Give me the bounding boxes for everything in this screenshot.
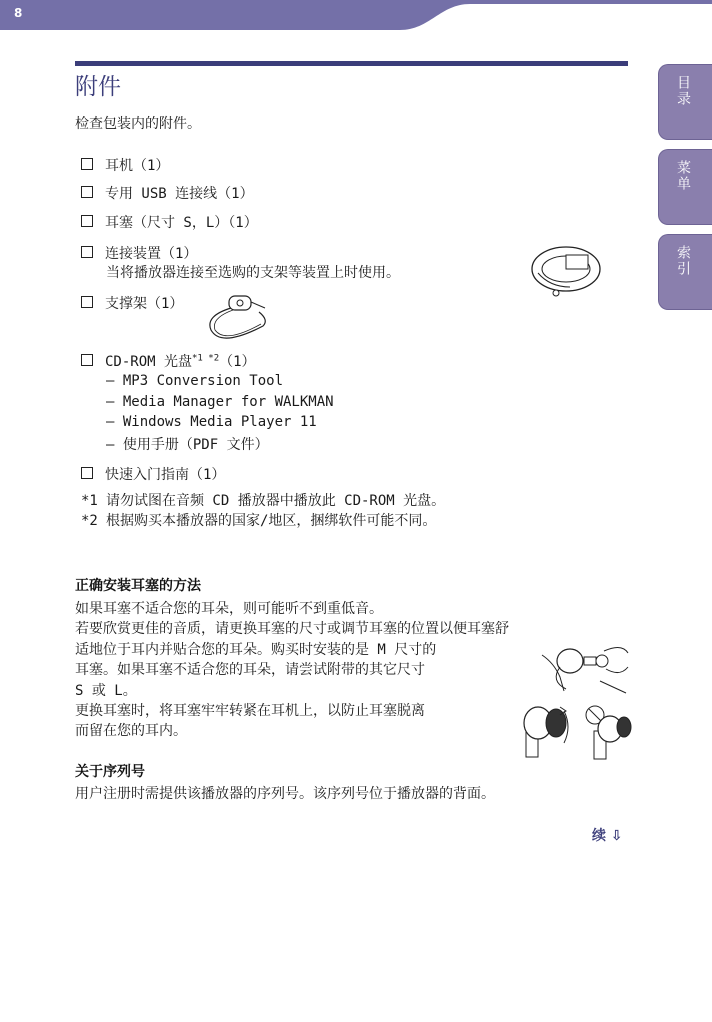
list-item: 支撑架（1） (81, 293, 183, 313)
earbud-line: 更换耳塞时，将耳塞牢牢转紧在耳机上，以防止耳塞脱离 (75, 703, 425, 719)
cdrom-content: — Windows Media Player 11 (106, 414, 317, 430)
list-item: 耳塞（尺寸 S，L）（1） (81, 212, 258, 232)
earbud-attach-illustration (540, 637, 630, 695)
page-title: 附件 (75, 74, 121, 100)
footnote: *1 请勿试图在音频 CD 播放器中播放此 CD-ROM 光盘。 (81, 493, 446, 509)
list-item: 专用 USB 连接线（1） (81, 183, 254, 203)
intro-text: 检查包装内的附件。 (75, 116, 201, 132)
checkbox-icon (81, 186, 93, 198)
cdrom-marks: *1 *2 (192, 353, 220, 364)
checkbox-icon (81, 296, 93, 308)
earbud-line: 若要欣赏更佳的音质，请更换耳塞的尺寸或调节耳塞的位置以便耳塞舒 (75, 621, 509, 637)
earbud-line: 而留在您的耳内。 (75, 723, 187, 739)
footnote: *2 根据购买本播放器的国家/地区，捆绑软件可能不同。 (81, 513, 437, 529)
cdrom-count: （1） (219, 354, 256, 370)
page-number: 8 (14, 6, 23, 20)
tab-index-label: 索引 (675, 245, 691, 277)
list-item: 快速入门指南（1） (81, 464, 225, 484)
title-rule (75, 61, 628, 66)
list-item: 连接装置（1） (81, 243, 197, 263)
tab-contents[interactable] (658, 64, 712, 140)
checkbox-icon (81, 215, 93, 227)
connector-note: 当将播放器连接至选购的支架等装置上时使用。 (106, 265, 400, 281)
checkbox-icon (81, 354, 93, 366)
tab-menu[interactable] (658, 149, 712, 225)
cdrom-content: — MP3 Conversion Tool (106, 373, 284, 389)
list-item: CD-ROM 光盘$^{*1 *2}$（1） (81, 351, 256, 371)
serial-heading: 关于序列号 (75, 764, 145, 780)
serial-text: 用户注册时需提供该播放器的序列号。该序列号位于播放器的背面。 (75, 786, 495, 802)
checkbox-icon (81, 246, 93, 258)
earbud-heading: 正确安装耳塞的方法 (75, 578, 201, 594)
earbud-line: 如果耳塞不适合您的耳朵，则可能听不到重低音。 (75, 601, 383, 617)
tab-index[interactable] (658, 234, 712, 310)
list-item: 耳机（1） (81, 155, 169, 175)
earbud-rotate-illustration (520, 703, 632, 759)
connector-illustration (530, 243, 605, 301)
earbud-line: 耳塞。如果耳塞不适合您的耳朵，请尝试附带的其它尺寸 (75, 662, 425, 678)
strap-illustration (203, 290, 275, 348)
checkbox-icon (81, 158, 93, 170)
tab-menu-label: 菜单 (675, 160, 691, 192)
checkbox-icon (81, 467, 93, 479)
earbud-line: S 或 L。 (75, 683, 137, 699)
header-bar (0, 0, 712, 30)
tab-contents-label: 目录 (675, 75, 691, 107)
continue-link[interactable]: 续 ⇩ (592, 828, 623, 844)
cdrom-content: — Media Manager for WALKMAN (106, 394, 334, 410)
earbud-line: 适地位于耳内并贴合您的耳朵。购买时安装的是 M 尺寸的 (75, 642, 437, 658)
cdrom-content: — 使用手册（PDF 文件） (106, 437, 269, 453)
